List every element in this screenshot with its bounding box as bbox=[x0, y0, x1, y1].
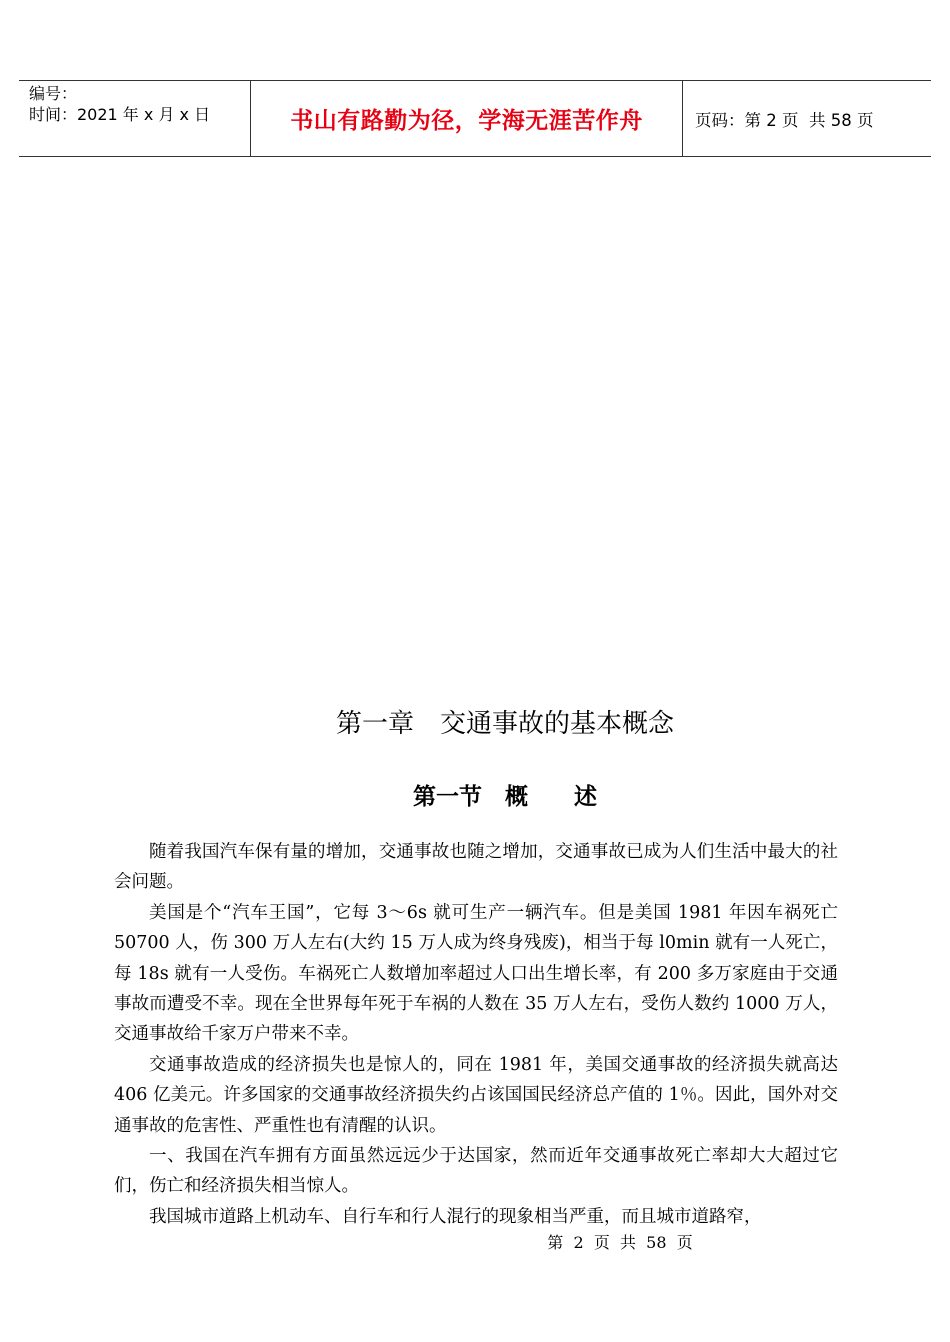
paragraph: 我国城市道路上机动车、自行车和行人混行的现象相当严重，而且城市道路窄， bbox=[149, 1206, 762, 1227]
body-text bbox=[114, 837, 838, 1232]
motto-text: 书山有路勤为径，学海无涯苦作舟 bbox=[290, 108, 643, 134]
date-label: 时间：2021 年 x 月 x 日 bbox=[29, 105, 211, 124]
header-page-cell bbox=[683, 81, 931, 156]
section-title: 第一节 概 述 bbox=[413, 784, 597, 810]
serial-number-label: 编号： bbox=[29, 84, 78, 103]
page-footer: 第 2 页 共 58 页 bbox=[547, 1233, 693, 1252]
paragraph: 美国是个“汽车王国”，它每 3～6s 就可生产一辆汽车。但是美国 1981 年因车祸死亡 50700 人，伤 300 万人左右(大约 15 万人成为终身残废)，相当于每 l0min 就有一人死亡，每 18s 就有一人受伤。车祸死亡人数增加率超过人口出生增长率，有 200 多万家庭由于交通事故而遭受不幸。现在全世界每年死于车祸的人数在 35 万人左右，受伤人数约 1000 万人，交通事故给千家万户带来不幸。 bbox=[114, 902, 839, 1045]
chapter-title: 第一章 交通事故的基本概念 bbox=[335, 709, 674, 739]
header-motto-cell bbox=[251, 81, 683, 156]
paragraph: 一、我国在汽车拥有方面虽然远远少于达国家，然而近年交通事故死亡率却大大超过它们，伤亡和经济损失相当惊人。 bbox=[114, 1146, 838, 1197]
paragraph: 随着我国汽车保有量的增加，交通事故也随之增加，交通事故已成为人们生活中最大的社会问题。 bbox=[114, 842, 838, 893]
header-meta-cell bbox=[19, 81, 251, 156]
paragraph: 交通事故造成的经济损失也是惊人的，同在 1981 年，美国交通事故的经济损失就高达 406 亿美元。许多国家的交通事故经济损失约占该国国民经济总产值的 1％。因此，国外对交通事故的危害性、严重性也有清醒的认识。 bbox=[114, 1054, 838, 1136]
document-header-table bbox=[19, 80, 931, 157]
page-info: 页码：第 2 页 共 58 页 bbox=[695, 110, 874, 130]
